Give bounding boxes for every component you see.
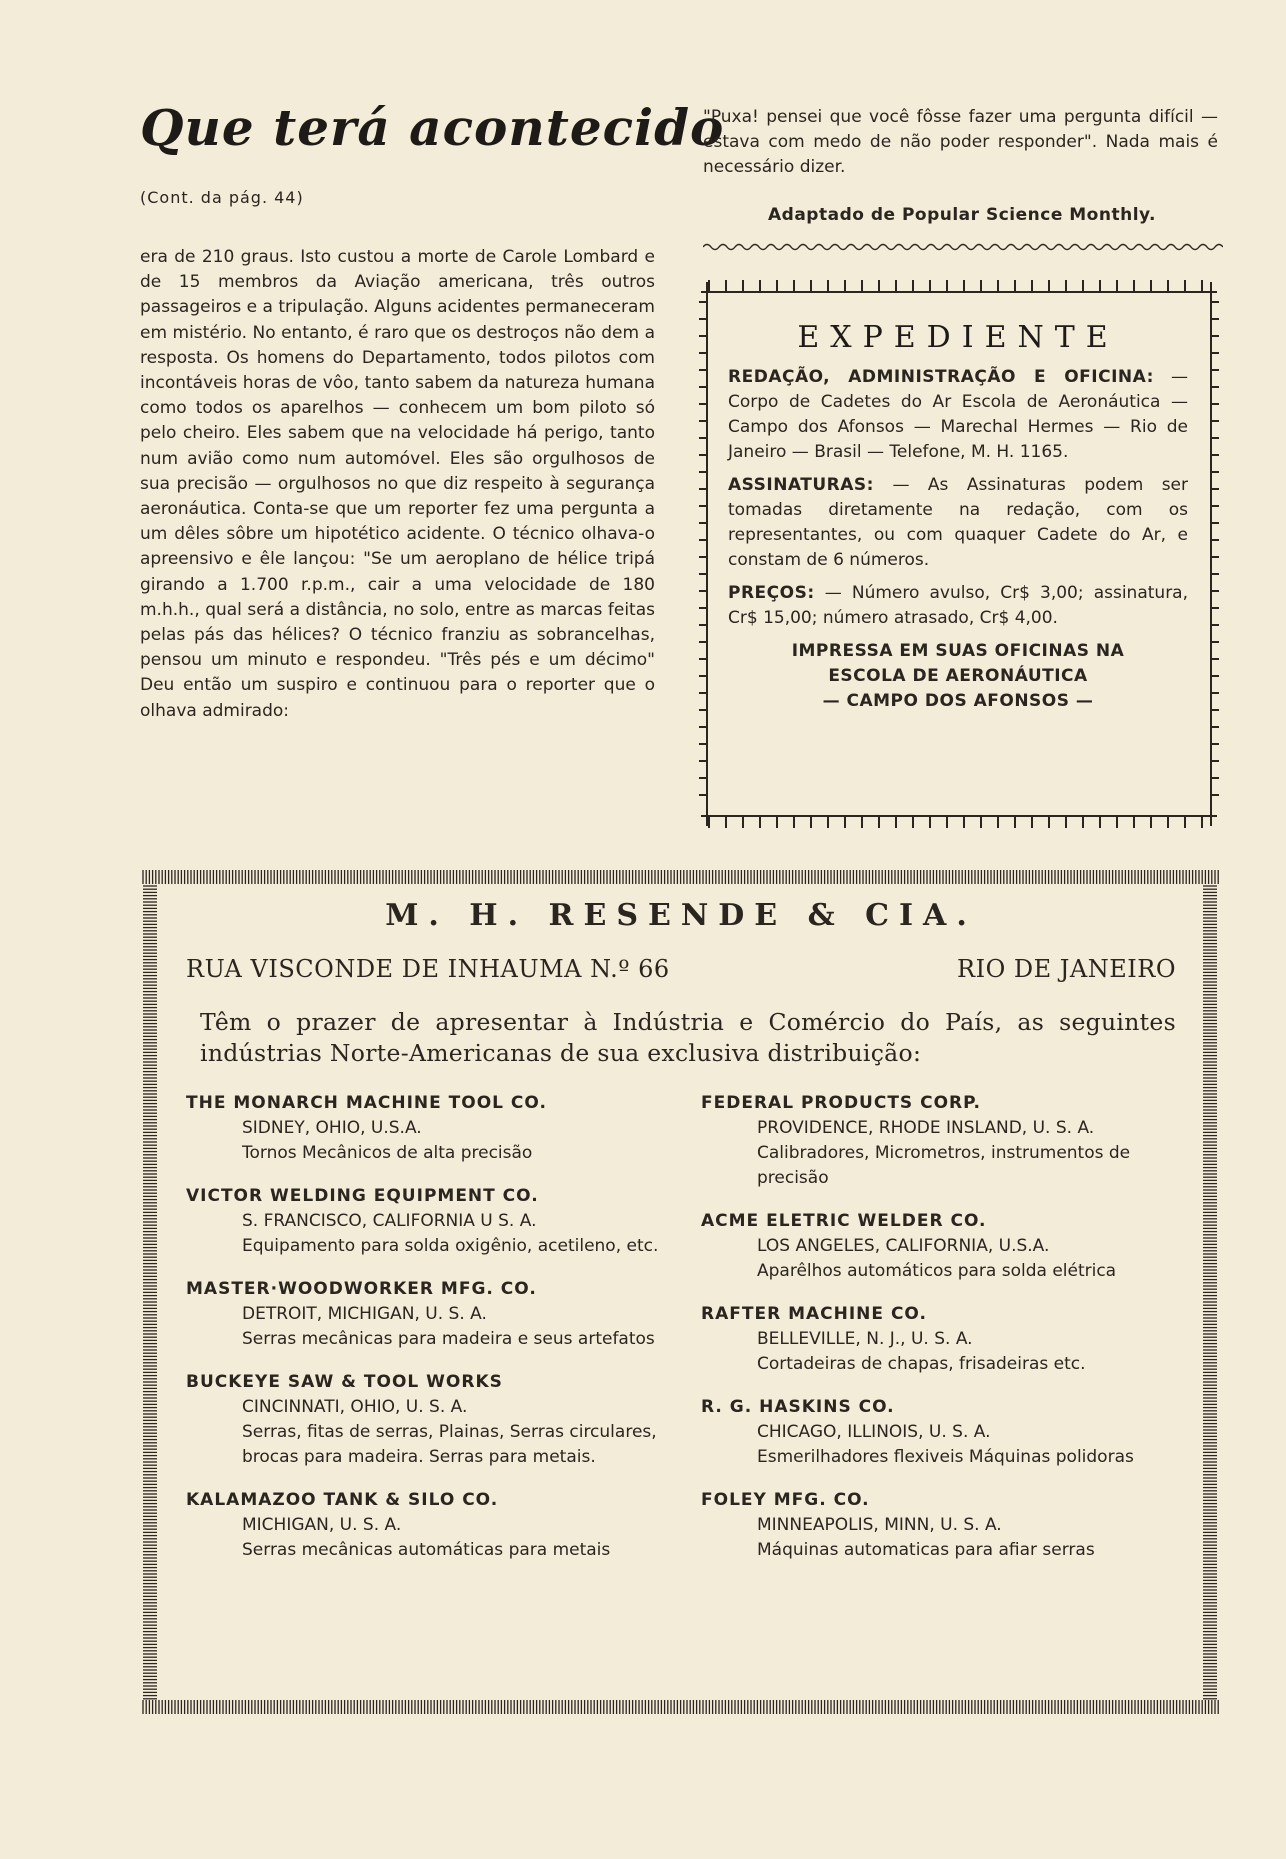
company-entry [186, 1488, 661, 1563]
company-name: RAFTER MACHINE CO. [701, 1304, 927, 1324]
expediente-title: EXPEDIENTE [797, 320, 1119, 355]
company-products: Tornos Mecânicos de alta precisão [242, 1143, 533, 1163]
precos-paragraph [728, 581, 1188, 631]
assinaturas-text: — As Assinaturas podem ser tomadas diretamente na redação, com os representantes, ou com quaquer Cadete do Ar, e constam de 6 números. [728, 475, 1189, 570]
company-entry [186, 1370, 661, 1470]
assinaturas-label: ASSINATURAS: [728, 475, 874, 495]
article-title: Que terá acontecido [140, 98, 725, 157]
precos-text: — Número avulso, Cr$ 3,00; assinatura, Cr$ 15,00; número atrasado, Cr$ 4,00. [728, 583, 1188, 628]
company-location: MINNEAPOLIS, MINN, U. S. A. [757, 1515, 1002, 1535]
company-entry [186, 1277, 661, 1352]
company-location: MICHIGAN, U. S. A. [242, 1515, 402, 1535]
company-column-left [186, 1091, 661, 1581]
company-products: Calibradores, Micrometros, instrumentos de precisão [757, 1143, 1131, 1188]
company-products: Aparêlhos automáticos para solda elétrica [757, 1261, 1117, 1281]
advertiser-city: RIO DE JANEIRO [957, 955, 1176, 983]
advertisement-box [141, 868, 1219, 1716]
advertisement-intro: Têm o prazer de apresentar à Indústria e Comércio do País, as seguintes indústrias Norte-Americanas de sua exclusiva distribuição: [200, 1008, 1176, 1067]
company-location: S. FRANCISCO, CALIFORNIA U S. A. [242, 1211, 537, 1231]
wavy-divider [703, 240, 1223, 254]
company-location: PROVIDENCE, RHODE INSLAND, U. S. A. [757, 1118, 1095, 1138]
company-products: Equipamento para solda oxigênio, acetileno, etc. [242, 1236, 659, 1256]
company-list [186, 1091, 1176, 1581]
company-name: VICTOR WELDING EQUIPMENT CO. [186, 1186, 539, 1206]
company-name: FEDERAL PRODUCTS CORP. [701, 1093, 981, 1113]
company-products: Cortadeiras de chapas, frisadeiras etc. [757, 1354, 1086, 1374]
company-products: Serras mecânicas para madeira e seus artefatos [242, 1329, 655, 1349]
company-entry [701, 1395, 1176, 1470]
company-entry [701, 1488, 1176, 1563]
company-location: CHICAGO, ILLINOIS, U. S. A. [757, 1422, 991, 1442]
company-name: THE MONARCH MACHINE TOOL CO. [186, 1093, 547, 1113]
company-products: Máquinas automaticas para afiar serras [757, 1540, 1095, 1560]
company-location: SIDNEY, OHIO, U.S.A. [242, 1118, 422, 1138]
advertiser-name: M. H. RESENDE & CIA. [385, 898, 977, 933]
impressa-line-2: ESCOLA DE AERONÁUTICA [828, 666, 1088, 686]
article-credit: Adaptado de Popular Science Monthly. [768, 205, 1156, 225]
advertiser-address-line [186, 955, 1176, 983]
redacao-label: REDAÇÃO, ADMINISTRAÇÃO E OFICINA: [728, 367, 1154, 387]
company-entry [701, 1091, 1176, 1191]
redacao-paragraph [728, 365, 1188, 465]
impressa-line-3: — CAMPO DOS AFONSOS — [822, 691, 1094, 711]
article-right-column: "Puxa! pensei que você fôsse fazer uma pergunta difícil — estava com medo de não poder responder". Nada mais é necessário dizer. [703, 107, 1218, 178]
company-name: FOLEY MFG. CO. [701, 1490, 870, 1510]
company-entry [701, 1209, 1176, 1284]
article-left-column: era de 210 graus. Isto custou a morte de Carole Lombard e de 15 membros da Aviação americana, três outros passageiros e a tripulação. Alguns acidentes permaneceram em mistério. No entanto, é raro que os destroços não dem a resposta. Os homens do Departamento, todos pilotos com incontáveis horas de vôo, tanto sabem da natureza humana como todos os aparelhos — conhecem um bom piloto só pelo cheiro. Eles sabem que na velocidade há perigo, tanto num avião como num automóvel. Eles são orgulhosos de sua precisão — orgulhosos no que diz respeito à segurança aeronáutica. Conta-se que um reporter fez uma pergunta a um dêles sôbre um hipotético acidente. O técnico olhava-o apreensivo e êle lançou: "Se um aeroplano de hélice tripá girando a 1.700 r.p.m., cair a uma velocidade de 180 m.h.h., qual será a distância, no solo, entre as marcas feitas pelas pás das hélices? O técnico franziu as sobrancelhas, pensou um minuto e respondeu. "Três pés e um décimo" Deu então um suspiro e continuou para o reporter que o olhava admirado: [140, 247, 655, 721]
impressa-line-1: IMPRESSA EM SUAS OFICINAS NA [791, 641, 1125, 661]
company-name: ACME ELETRIC WELDER CO. [701, 1211, 987, 1231]
company-location: CINCINNATI, OHIO, U. S. A. [242, 1397, 468, 1417]
company-column-right [661, 1091, 1176, 1581]
redacao-text: — Corpo de Cadetes do Ar Escola de Aeronáutica — Campo dos Afonsos — Marechal Hermes — Rio de Janeiro — Brasil — Telefone, M. H. 1165. [728, 367, 1189, 462]
company-name: BUCKEYE SAW & TOOL WORKS [186, 1372, 503, 1392]
company-products: Serras mecânicas automáticas para metais [242, 1540, 611, 1560]
precos-label: PREÇOS: [728, 583, 815, 603]
company-name: MASTER·WOODWORKER MFG. CO. [186, 1279, 537, 1299]
company-products: Serras, fitas de serras, Plainas, Serras circulares, brocas para madeira. Serras para metais. [242, 1422, 657, 1467]
company-entry [186, 1184, 661, 1259]
company-entry [186, 1091, 661, 1166]
assinaturas-paragraph [728, 473, 1188, 573]
company-products: Esmerilhadores flexiveis Máquinas polidoras [757, 1447, 1134, 1467]
continuation-note: (Cont. da pág. 44) [140, 188, 304, 207]
advertiser-street: RUA VISCONDE DE INHAUMA N.º 66 [186, 955, 670, 983]
company-location: BELLEVILLE, N. J., U. S. A. [757, 1329, 973, 1349]
company-location: LOS ANGELES, CALIFORNIA, U.S.A. [757, 1236, 1050, 1256]
company-entry [701, 1302, 1176, 1377]
company-location: DETROIT, MICHIGAN, U. S. A. [242, 1304, 487, 1324]
company-name: R. G. HASKINS CO. [701, 1397, 895, 1417]
company-name: KALAMAZOO TANK & SILO CO. [186, 1490, 499, 1510]
expediente-box [697, 278, 1221, 830]
